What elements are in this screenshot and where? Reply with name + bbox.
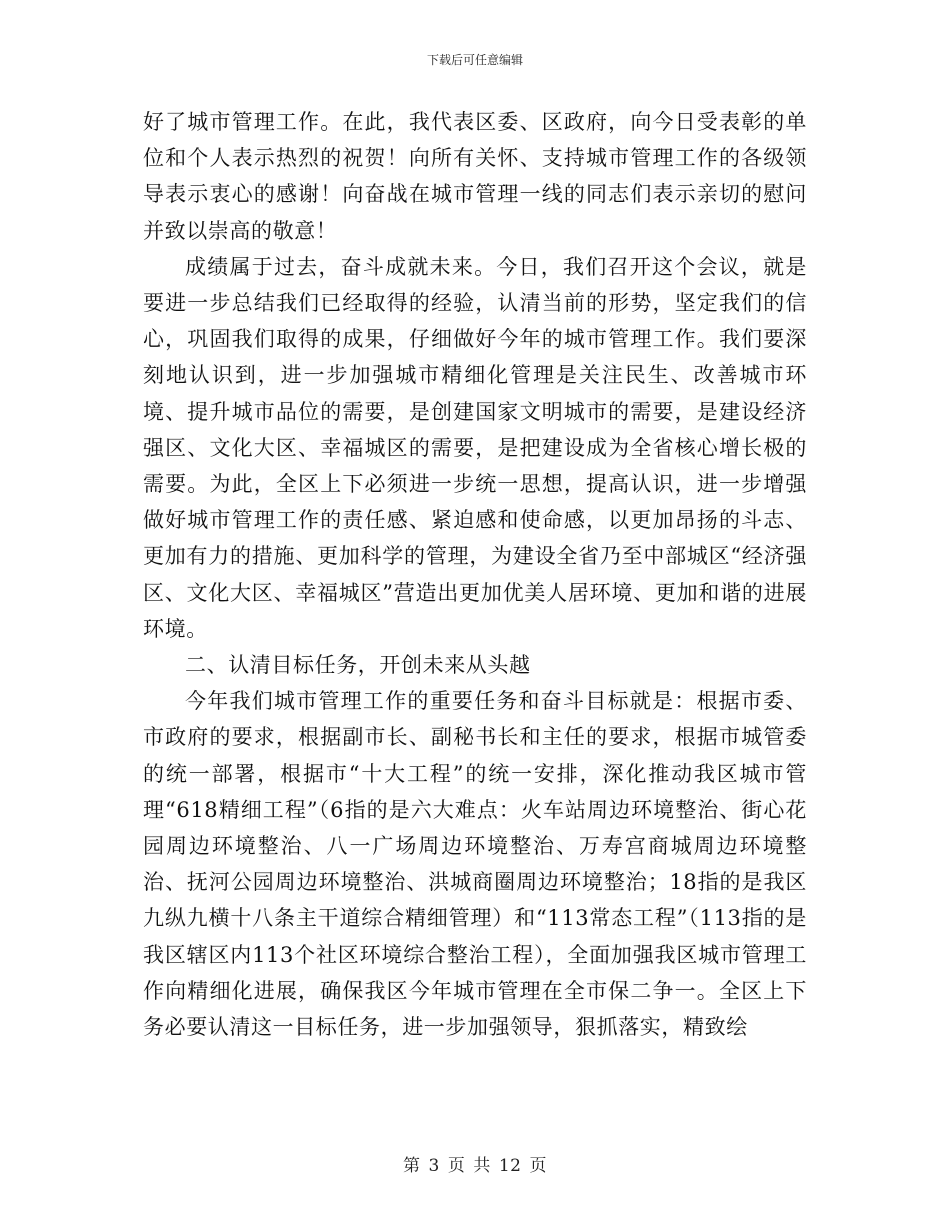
page-footer	[0, 1155, 950, 1177]
total-pages-number: 12	[498, 1156, 522, 1176]
page-label-prefix: 第	[403, 1156, 421, 1176]
current-page-number: 3	[428, 1156, 440, 1176]
paragraph-achievements: 成绩属于过去，奋斗成就未来。今日，我们召开这个会议，就是要进一步总结我们已经取得的经验，认清当前的形势，坚定我们的信心，巩固我们取得的成果，仔细做好今年的城市管理工作。我们要深刻地认识到，进一步加强城市精细化管理是关注民生、改善城市环境、提升城市品位的需要，是创建国家文明城市的需要，是建设经济强区、文化大区、幸福城区的需要，是把建设成为全省核心增长极的需要。为此，全区上下必须进一步统一思想，提高认识，进一步增强做好城市管理工作的责任感、紧迫感和使命感，以更加昂扬的斗志、更加有力的措施、更加科学的管理，为建设全省乃至中部城区“经济强区、文化大区、幸福城区”营造出更加优美人居环境、更加和谐的进展环境。	[143, 254, 807, 641]
paragraph-goals: 今年我们城市管理工作的重要任务和奋斗目标就是：根据市委、市政府的要求，根据副市长、副秘书长和主任的要求，根据市城管委的统一部署，根据市“十大工程”的统一安排，深化推动我区城市管理“618精细工程”（6指的是六大难点：火车站周边环境整治、街心花园周边环境整治、八一广场周边环境整治、万寿宫商城周边环境整治、抚河公园周边环境整治、洪城商圈周边环境整治；18指的是我区九纵九横十八条主干道综合精细管理）和“113常态工程”（113指的是我区辖区内113个社区环境综合整治工程），全面加强我区城市管理工作向精细化进展，确保我区今年城市管理在全市保二争一。全区上下务必要认清这一目标任务，进一步加强领导，狠抓落实，精致绘	[143, 689, 807, 1040]
paragraph-continued: 好了城市管理工作。在此，我代表区委、区政府，向今日受表彰的单位和个人表示热烈的祝贺！向所有关怀、支持城市管理工作的各级领导表示衷心的感谢！向奋战在城市管理一线的同志们表示亲切的慰问并致以崇高的敬意！	[143, 110, 807, 243]
page-label-mid: 页	[447, 1156, 466, 1176]
section-heading: 二、认清目标任务，开创未来从头越	[185, 653, 531, 678]
page-header: 下载后可任意编辑	[426, 53, 523, 67]
document-body	[143, 104, 807, 1045]
page-label-suffix: 页	[529, 1156, 547, 1176]
total-label: 共	[473, 1156, 491, 1176]
